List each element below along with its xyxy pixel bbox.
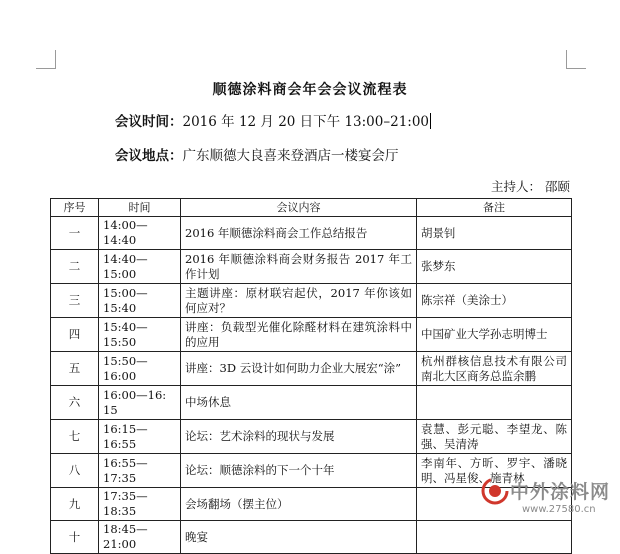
meeting-place: [115, 144, 399, 164]
header-time: 时间: [99, 199, 181, 217]
row-time: 17:35—18:35: [99, 488, 181, 521]
row-content: 晚宴: [181, 521, 417, 554]
table-header-row: [51, 199, 572, 217]
row-time: 15:40—15:50: [99, 318, 181, 352]
row-note: 张梦东: [417, 250, 572, 284]
row-time: 14:00—14:40: [99, 217, 181, 250]
row-time: 15:00—15:40: [99, 284, 181, 318]
row-no: 二: [51, 250, 99, 284]
text-cursor: [430, 113, 431, 129]
document-title: 顺德涂料商会年会会议流程表: [212, 82, 408, 98]
meeting-place-value[interactable]: 广东顺德大良喜来登酒店一楼宴会厅: [182, 148, 399, 164]
table-row: [51, 284, 572, 318]
table-row: [51, 318, 572, 352]
row-note: 杭州群核信息技术有限公司南北大区商务总监余鹏: [417, 352, 572, 386]
row-note: 袁慧、彭元聪、李望龙、陈强、吴清涛: [417, 420, 572, 454]
row-content: 2016 年顺德涂料商会财务报告 2017 年工作计划: [181, 250, 417, 284]
row-content: 会场翻场（摆主位）: [181, 488, 417, 521]
row-note: [417, 386, 572, 420]
site-watermark: [482, 476, 612, 520]
row-time: 16:15—16:55: [99, 420, 181, 454]
host-line: 主持人： 邵颐: [491, 179, 570, 194]
watermark-name: 中外涂料网: [510, 481, 611, 503]
meeting-time-label: 会议时间：: [115, 114, 183, 130]
crop-mark: [566, 50, 567, 69]
table-row: [51, 352, 572, 386]
row-content: 中场休息: [181, 386, 417, 420]
watermark-url: www.27580.cn: [522, 504, 596, 515]
row-content: 论坛：艺术涂料的现状与发展: [181, 420, 417, 454]
crop-mark: [55, 50, 56, 69]
row-time: 16:00—16: 15: [99, 386, 181, 420]
crop-mark: [566, 68, 586, 69]
table-row: [51, 250, 572, 284]
row-time: 18:45—21:00: [99, 521, 181, 554]
row-no: 五: [51, 352, 99, 386]
row-note: [417, 521, 572, 554]
row-content: 论坛：顺德涂料的下一个十年: [181, 454, 417, 488]
row-content: 主题讲座：原材联宕起伏，2017 年你该如何应对？: [181, 284, 417, 318]
table-row: [51, 521, 572, 554]
row-no: 一: [51, 217, 99, 250]
row-content: 2016 年顺德涂料商会工作总结报告: [181, 217, 417, 250]
row-note: 中国矿业大学孙志明博士: [417, 318, 572, 352]
watermark-logo-icon: [482, 478, 508, 504]
row-note: 胡景钊: [417, 217, 572, 250]
header-no: 序号: [51, 199, 99, 217]
row-time: 16:55—17:35: [99, 454, 181, 488]
row-time: 15:50—16:00: [99, 352, 181, 386]
row-no: 四: [51, 318, 99, 352]
meeting-place-label: 会议地点：: [115, 148, 183, 164]
meeting-time-value[interactable]: 2016 年 12 月 20 日下午 13:00–21:00: [182, 114, 430, 130]
row-no: 十: [51, 521, 99, 554]
row-no: 七: [51, 420, 99, 454]
row-note: 陈宗祥（美涂士）: [417, 284, 572, 318]
row-note: 李南年、方昕、罗宇、潘晓明、冯星俊、施青林: [417, 454, 572, 488]
table-row: [51, 420, 572, 454]
row-content: 讲座：3D 云设计如何助力企业大展宏“涂”: [181, 352, 417, 386]
crop-mark: [36, 68, 56, 69]
table-row: [51, 386, 572, 420]
header-content: 会议内容: [181, 199, 417, 217]
header-note: 备注: [417, 199, 572, 217]
row-no: 六: [51, 386, 99, 420]
row-no: 九: [51, 488, 99, 521]
row-content: 讲座：负载型光催化除醛材料在建筑涂料中的应用: [181, 318, 417, 352]
table-row: [51, 217, 572, 250]
row-no: 八: [51, 454, 99, 488]
meeting-time: [115, 110, 431, 130]
row-time: 14:40—15:00: [99, 250, 181, 284]
row-no: 三: [51, 284, 99, 318]
